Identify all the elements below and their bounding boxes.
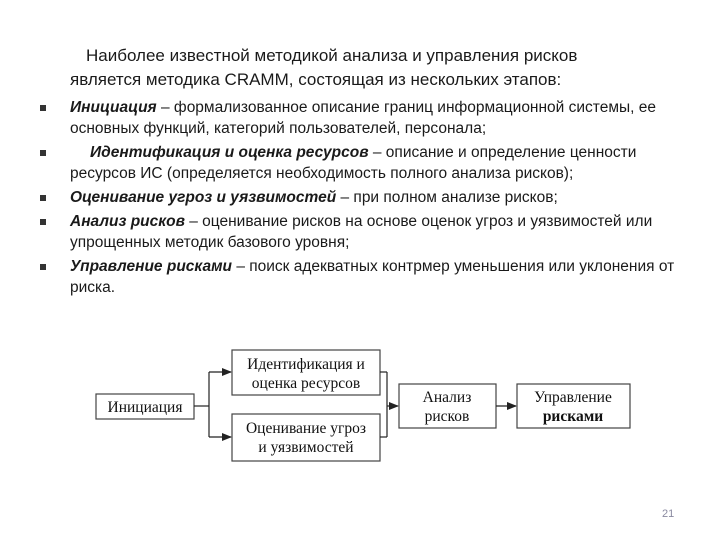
- analysis-label-2: рисков: [424, 408, 470, 425]
- stage-term: Инициация: [70, 99, 157, 116]
- stage-description: – формализованное описание границ информационной системы, ее основных функций, категорий пользователей, персонала;: [70, 99, 656, 137]
- identification-label-2: оценка ресурсов: [251, 375, 361, 392]
- management-label-2: рисками: [542, 408, 604, 425]
- stage-description: – при полном анализе рисков;: [336, 189, 558, 206]
- intro-line-2: является методика CRAMM, состоящая из нескольких этапов:: [70, 70, 562, 89]
- intro-line-1: Наиболее известной методикой анализа и управления рисков: [86, 46, 578, 65]
- identification-label-1: Идентификация и: [247, 356, 365, 373]
- threats-label-1: Оценивание угроз: [245, 420, 367, 437]
- stage-description: – описание и определение ценности ресурсов ИС (определяется необходимость полного анализа рисков);: [70, 144, 637, 182]
- threats-label-2: и уязвимостей: [258, 439, 354, 456]
- analysis-label-1: Анализ: [422, 389, 472, 406]
- stage-description: – оценивание рисков на основе оценок угроз и уязвимостей или упрощенных методик базового уровня;: [70, 213, 653, 251]
- stage-term: Анализ рисков: [70, 213, 185, 230]
- stage-term: Управление рисками: [70, 258, 233, 275]
- initiation-label: Инициация: [107, 399, 183, 416]
- stage-term: Оценивание угроз и уязвимостей: [70, 189, 337, 206]
- stage-description: – поиск адекватных контрмер уменьшения или уклонения от риска.: [70, 258, 675, 296]
- page-number: 21: [662, 508, 675, 520]
- management-label-1: Управление: [534, 389, 612, 406]
- stage-term: Идентификация и оценка ресурсов: [90, 144, 369, 161]
